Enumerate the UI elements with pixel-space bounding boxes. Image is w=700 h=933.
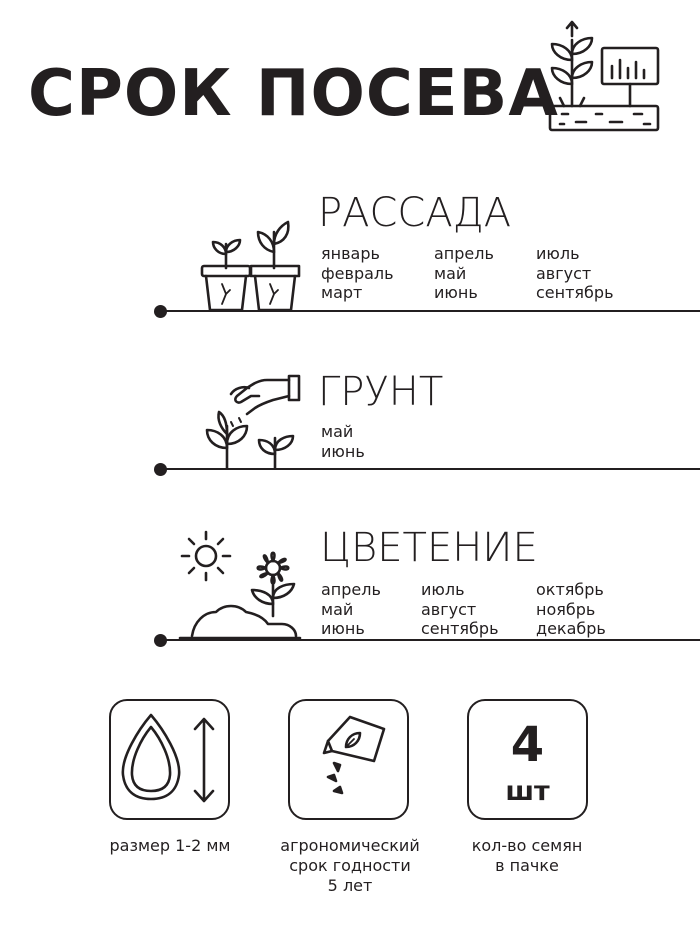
seed-count-number: 4 xyxy=(510,717,545,773)
section-title-flowering: ЦВЕТЕНИЕ xyxy=(320,525,538,571)
month-item: ноябрь xyxy=(536,599,596,619)
month-column xyxy=(536,244,614,303)
sun-flower-icon xyxy=(178,524,302,642)
month-column xyxy=(321,244,394,303)
seedling-pots-icon xyxy=(198,214,303,314)
month-item: август xyxy=(421,599,477,619)
caption-line: размер 1-2 мм xyxy=(109,836,231,855)
month-item: июль xyxy=(421,580,465,599)
month-item: май xyxy=(321,599,354,619)
month-item: сентябрь xyxy=(536,283,614,302)
month-item: август xyxy=(536,263,592,283)
month-item: сентябрь xyxy=(421,619,499,638)
shelf-life-caption xyxy=(255,836,445,896)
month-item: июнь xyxy=(321,441,365,461)
seed-packet-icon xyxy=(290,701,407,818)
timeline-line xyxy=(160,639,700,641)
section-title-seedlings: РАССАДА xyxy=(318,190,512,236)
month-item: октябрь xyxy=(536,580,604,599)
page-title: СРОК ПОСЕВА xyxy=(28,57,559,131)
seed-size-icon xyxy=(111,701,228,818)
hand-planting-icon xyxy=(203,374,303,470)
seed-size-card xyxy=(109,699,230,820)
month-item: июнь xyxy=(434,283,478,302)
month-column xyxy=(536,580,606,639)
plant-monitor-icon xyxy=(546,20,661,135)
section-title-ground: ГРУНТ xyxy=(318,369,444,415)
month-item: март xyxy=(321,283,363,302)
month-item: январь xyxy=(321,244,380,263)
caption-line: агрономический xyxy=(280,836,420,855)
shelf-life-card xyxy=(288,699,409,820)
month-item: июль xyxy=(536,244,580,263)
timeline-line xyxy=(160,468,700,470)
caption-line: 5 лет xyxy=(327,876,373,895)
month-item: май xyxy=(321,422,354,441)
timeline-line xyxy=(160,310,700,312)
month-column xyxy=(421,580,499,639)
seed-count-unit: шт xyxy=(505,776,550,807)
seed-count-card xyxy=(467,699,588,820)
month-item: апрель xyxy=(434,244,494,263)
month-item: декабрь xyxy=(536,619,606,638)
month-column xyxy=(321,580,381,639)
month-item: май xyxy=(434,263,467,283)
seed-count-caption xyxy=(437,836,617,876)
month-item: апрель xyxy=(321,580,381,599)
month-item: июнь xyxy=(321,619,365,638)
caption-line: в пачке xyxy=(495,856,559,875)
seed-size-caption xyxy=(85,836,255,856)
caption-line: срок годности xyxy=(289,856,411,875)
month-column xyxy=(321,422,365,461)
month-item: февраль xyxy=(321,263,394,283)
caption-line: кол-во семян xyxy=(471,836,583,855)
month-column xyxy=(434,244,494,303)
